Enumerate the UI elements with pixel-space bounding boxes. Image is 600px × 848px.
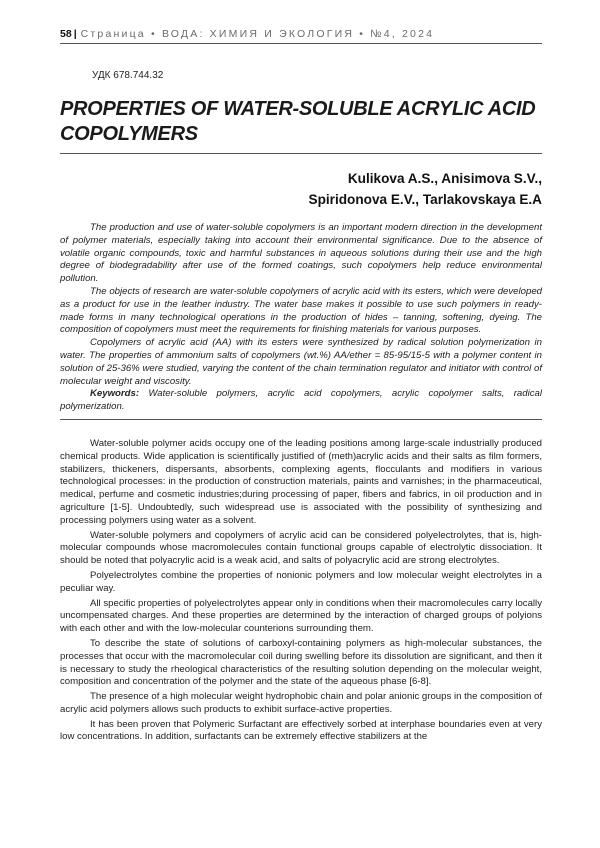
body-paragraph: All specific properties of polyelectrolytes appear only in conditions when their macromolecules carry locally uncompensated charges. And these properties are determined by the interaction of charged groups of polyions with each other and with the low-molecular counterions surrounding them. bbox=[60, 597, 542, 635]
abstract-paragraph: Copolymers of acrylic acid (AA) with its esters were synthesized by radical solution polymerization in water. The properties of ammonium salts of copolymers (wt.%) AA/ether = 85-95/15-5 with a polymer content in solution of 25-36% were studied, varying the content of the chain termination regulator and initiator with control of molecular weight and viscosity. bbox=[60, 337, 542, 387]
author-line-1: Kulikova A.S., Anisimova S.V., bbox=[347, 171, 542, 186]
keywords bbox=[60, 388, 542, 414]
abstract-paragraph: The production and use of water-soluble copolymers is an important modern direction in the development of polymer materials, especially taking into account their environmental significance. Due to the absence of volatile organic compounds, toxic and harmful substances in aqueous solutions during their use and the high degree of biodegradability after use of the formed coatings, such copolymers help reduce environmental pollution. bbox=[60, 222, 542, 285]
header-separator: | bbox=[73, 28, 77, 40]
body-paragraph: The presence of a high molecular weight hydrophobic chain and polar anionic groups in the composition of acrylic acid polymers allows such products to exhibit surface-active properties. bbox=[60, 691, 542, 715]
journal-name: Страница • ВОДА: ХИМИЯ И ЭКОЛОГИЯ • №4, 2024 bbox=[80, 28, 435, 40]
page-number: 58 bbox=[60, 28, 72, 40]
body-paragraph: Water-soluble polymers and copolymers of acrylic acid can be considered polyelectrolytes, that is, high-molecular compounds whose macromolecules contain functional groups capable of electrolytic dissociation. It should be noted that polyacrylic acid is a weak acid, and salts of polyacrylic acid are strong electrolytes. bbox=[60, 529, 542, 567]
abstract-paragraph: The objects of research are water-soluble copolymers of acrylic acid with its esters, which were developed as a product for use in the leather industry. The water base makes it possible to use such polymers in ready-made forms in many technological operations in the production of hides – tanning, softening, dyeing. The composition of copolymers must meet the requirements for finishing materials for various purposes. bbox=[60, 285, 542, 336]
abstract bbox=[60, 222, 542, 414]
keywords-text: Water-soluble polymers, acrylic acid copolymers, acrylic copolymer salts, radical polymerization. bbox=[60, 388, 542, 413]
abstract-rule bbox=[60, 419, 542, 420]
body-paragraph: Water-soluble polymer acids occupy one of the leading positions among large-scale industrially produced chemical products. Wide application is scientifically justified of (meth)acrylic acids and their salts as film formers, stabilizers, thickeners, dispersants, absorbents, complexing agents, flocculants and modifiers in various technological processes: in the production of construction materials, paints and varnishes; in the pharmaceutical, medical, perfume and cosmetic industries;during processing of paper, fibers and fabrics, in oil production and in agriculture [1-5]. Undoubtedly, such widespread use is associated with the possibility of synthesizing and processing polymers using water as a solvent. bbox=[60, 437, 542, 526]
title-rule bbox=[60, 153, 542, 154]
body-paragraph: Polyelectrolytes combine the properties of nonionic polymers and low molecular weight electrolytes in a peculiar way. bbox=[60, 569, 542, 594]
article-title: PROPERTIES OF WATER-SOLUBLE ACRYLIC ACID COPOLYMERS bbox=[60, 98, 536, 145]
keywords-label: Keywords: bbox=[90, 388, 140, 400]
body-paragraph: It has been proven that Polymeric Surfactant are effectively sorbed at interphase boundaries even at very low concentrations. In addition, surfactants can be extremely effective stabilizers at the bbox=[60, 718, 542, 743]
running-header bbox=[60, 28, 542, 40]
header-rule bbox=[60, 43, 542, 44]
udc-code: УДК 678.744.32 bbox=[92, 70, 164, 81]
body-paragraph: To describe the state of solutions of carboxyl-containing polymers as high-molecular substances, the processes that occur with the macromolecular coil during swelling before its dissolution are significant, and then it is necessary to study the rheological characteristics of the resulting solution depending on the molecular weight, composition and concentration of the polymer and the state of the aqueous phase [6-8]. bbox=[60, 637, 542, 688]
author-list bbox=[60, 168, 542, 210]
author-line-2: Spiridonova E.V., Tarlakovskaya E.A bbox=[308, 192, 542, 207]
article-body bbox=[60, 438, 542, 744]
